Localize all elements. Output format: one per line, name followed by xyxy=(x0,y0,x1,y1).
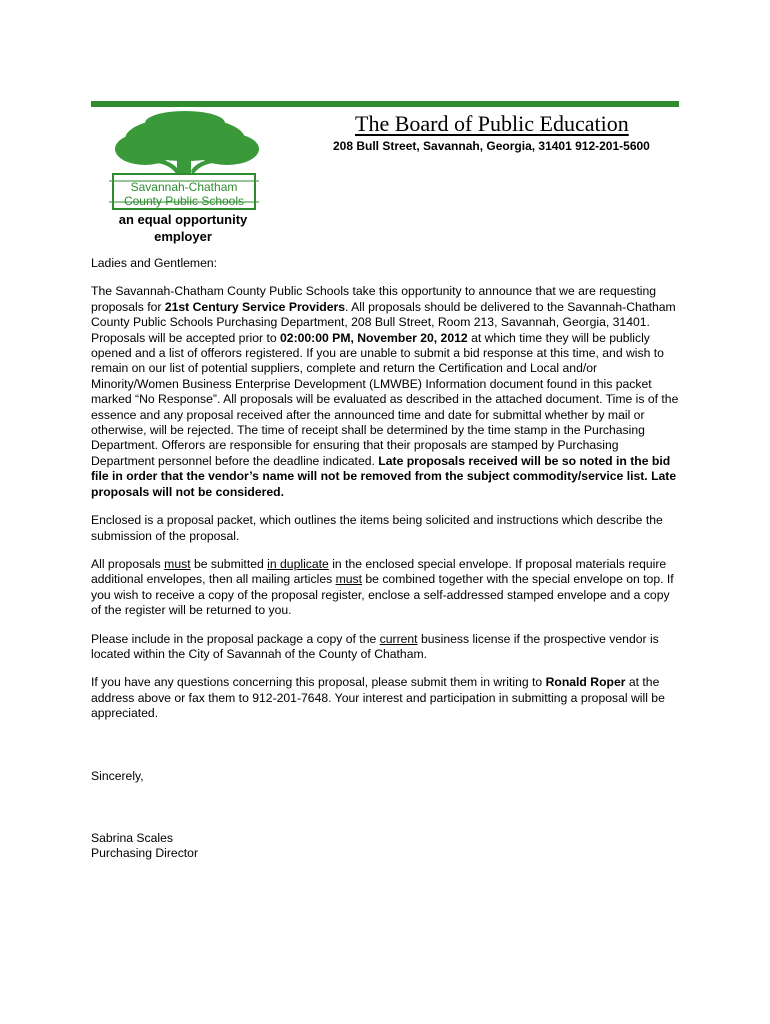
equal-opportunity-note: an equal opportunity employer xyxy=(118,212,248,244)
paragraph-announcement: The Savannah-Chatham County Public Schools take this opportunity to announce that we are requesting proposals for 21st Century Service Providers. All proposals should be delivered to the Savannah-Chatham County Public Schools Purchasing Department, 208 Bull Street, Room 213, Savannah, Georgia, 31401. Proposals will be accepted prior to 02:00:00 PM, November 20, 2012 at which time they will be publicly opened and a list of offerors registered. If you are unable to submit a bid response at this time, and wish to remain on our list of potential suppliers, complete and return the Certification and Local and/or Minority/Women Business Enterprise Development (LMWBE) Information document found in this packet marked “No Response”. All proposals will be evaluated as described in the attached document. Time is of the essence and any proposal received after the announced time and date for submittal whether by mail or otherwise, will be rejected. The time of receipt shall be determined by the time stamp in the Purchasing Department. Offerors are responsible for ensuring that their proposals are stamped by Purchasing Department personnel before the deadline indicated. Late proposals received will be so noted in the bid file in order that the vendor’s name will not be removed from the subject commodity/service list. Late proposals will not be considered. xyxy=(91,284,679,499)
tree-icon xyxy=(115,111,259,181)
salutation: Ladies and Gentlemen: xyxy=(91,256,218,270)
signer-name: Sabrina Scales xyxy=(91,830,173,845)
board-title: The Board of Public Education xyxy=(355,111,629,136)
header-rule xyxy=(91,101,679,107)
logo-line2: County Public Schools xyxy=(123,194,245,208)
paragraph-enclosed: Enclosed is a proposal packet, which outlines the items being solicited and instructions which describe the submission of the proposal. xyxy=(91,513,663,543)
paragraph-submission: All proposals must be submitted in duplicate in the enclosed special envelope. If proposal materials require additional envelopes, then all mailing articles must be combined together with the special envelope on top. If you wish to receive a copy of the proposal register, enclose a self-addressed stamped envelope and a copy of the register will be returned to you. xyxy=(91,556,674,618)
closing: Sincerely, xyxy=(91,768,144,783)
school-logo xyxy=(105,111,263,213)
paragraph-license: Please include in the proposal package a copy of the current business license if the prospective vendor is located within the City of Savannah of the County of Chatham. xyxy=(91,631,659,661)
letter-body xyxy=(91,256,681,862)
signer-title: Purchasing Director xyxy=(91,846,199,861)
board-address: 208 Bull Street, Savannah, Georgia, 31401 912-201-5600 xyxy=(333,139,650,153)
logo-line1: Savannah-Chatham xyxy=(130,180,238,194)
paragraph-questions: If you have any questions concerning this proposal, please submit them in writing to Ronald Roper at the address above or fax them to 912-201-7648. Your interest and participation in submitting a proposal will be appreciated. xyxy=(91,675,665,721)
